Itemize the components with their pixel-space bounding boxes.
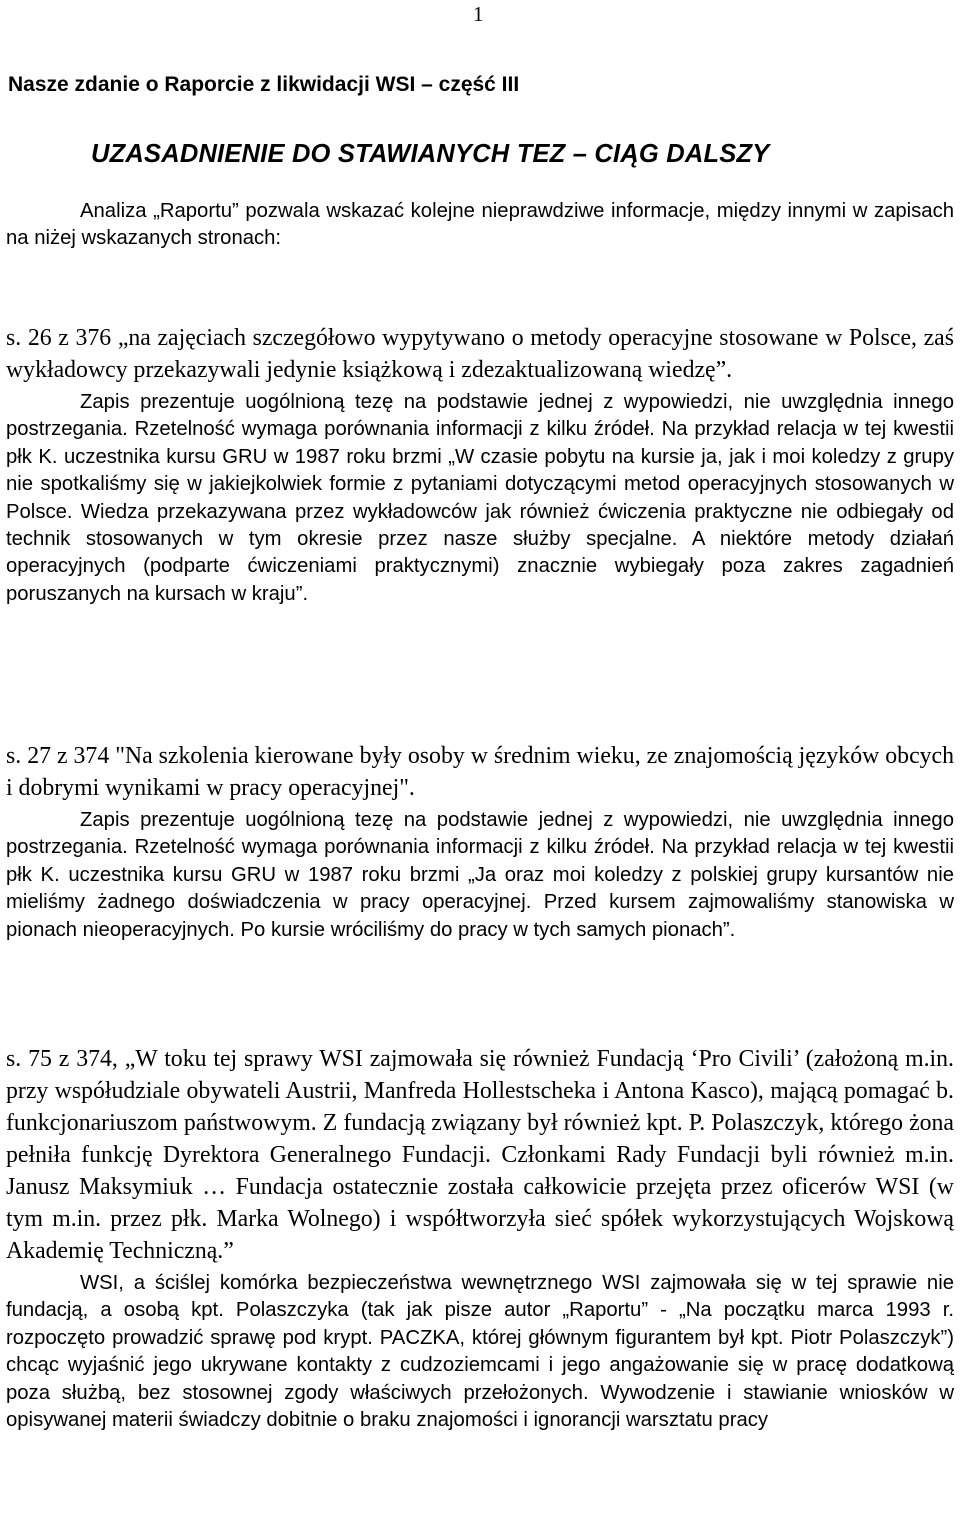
section-1 (6, 322, 954, 608)
page-number: 1 (473, 2, 484, 26)
document-title: Nasze zdanie o Raporcie z likwidacji WSI – część III (8, 73, 520, 96)
section-2 (6, 740, 954, 944)
section-1-quote: s. 26 z 376 „na zajęciach szczegółowo wypytywano o metody operacyjne stosowane w Polsce, zaś wykładowcy przekazywali jedynie książkową i zdezaktualizowaną wiedzę”. (6, 325, 954, 383)
document-subtitle: UZASADNIENIE DO STAWIANYCH TEZ – CIĄG DALSZY (91, 140, 770, 168)
section-2-quote: s. 27 z 374 "Na szkolenia kierowane były osoby w średnim wieku, ze znajomością języków obcych i dobrymi wynikami w pracy operacyjnej". (6, 743, 954, 801)
section-3-quote: s. 75 z 374, „W toku tej sprawy WSI zajmowała się również Fundacją ‘Pro Civili’ (założoną m.in. przy współudziale obywateli Austrii, Manfreda Hollestscheka i Antona Kasco), mającą pomagać b. funkcjonariuszom państwowym. Z fundacją związany był również kpt. P. Polaszczyk, którego żona pełniła funkcję Dyrektora Generalnego Fundacji. Członkami Rady Fundacji byli również m.in. Janusz Maksymiuk … Fundacja ostatecznie została całkowicie przejęta przez oficerów WSI (w tym m.in. przez płk. Marka Wolnego) i współtworzyła sieć spółek wykorzystujących Wojskową Akademię Techniczną.” (6, 1046, 954, 1264)
section-3-comment: WSI, a ściślej komórka bezpieczeństwa wewnętrznego WSI zajmowała się w tej sprawie nie fundacją, a osobą kpt. Polaszczyka (tak jak pisze autor „Raportu” - „Na początku marca 1993 r. rozpoczęto prowadzić sprawę pod krypt. PACZKA, której głównym figurantem był kpt. Piotr Polaszczyk”) chcąc wyjaśnić jego ukrywane kontakty z cudzoziemcami i jego angażowanie się w pracę dodatkową poza służbą, bez stosownej zgody właściwych przełożonych. Wywodzenie i stawianie wniosków w opisywanej materii świadczy dobitnie o braku znajomości i ignorancji warsztatu pracy (6, 1272, 954, 1432)
section-1-comment: Zapis prezentuje uogólnioną tezę na podstawie jednej z wypowiedzi, nie uwzględnia innego postrzegania. Rzetelność wymaga porównania informacji z kilku źródeł. Na przykład relacja w tej kwestii płk K. uczestnika kursu GRU w 1987 roku brzmi „W czasie pobytu na kursie ja, jak i moi koledzy z grupy nie spotkaliśmy się w jakiejkolwiek formie z pytaniami dotyczącymi metod operacyjnych stosowanych w Polsce. Wiedza przekazywana przez wykładowców jak również ćwiczenia praktyczne nie odbiegały od technik stosowanych w tym okresie przez nasze służby specjalne. A niektóre metody działań operacyjnych (podparte ćwiczeniami praktycznymi) znacznie wybiegały poza zakres zagadnień poruszanych na kursach w kraju”. (6, 391, 954, 605)
intro-paragraph: Analiza „Raportu” pozwala wskazać kolejne nieprawdziwe informacje, między innymi w zapisach na niżej wskazanych stronach: (6, 200, 954, 250)
section-2-comment: Zapis prezentuje uogólnioną tezę na podstawie jednej z wypowiedzi, nie uwzględnia innego postrzegania. Rzetelność wymaga porównania informacji z kilku źródeł. Na przykład relacja w tej kwestii płk K. uczestnika kursu GRU w 1987 roku brzmi „Ja oraz moi koledzy z polskiej grupy kursantów nie mieliśmy żadnego doświadczenia w pracy operacyjnej. Przed kursem zajmowaliśmy stanowiska w pionach nieoperacyjnych. Po kursie wróciliśmy do pracy w tych samych pionach”. (6, 809, 954, 941)
section-3 (6, 1043, 954, 1434)
